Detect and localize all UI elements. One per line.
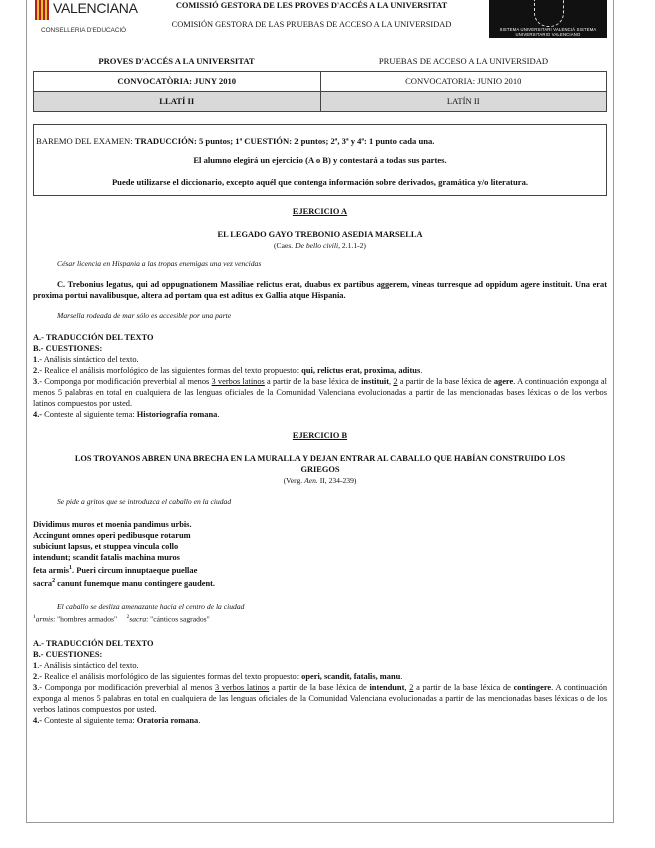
q-text: .- Realice el análisis morfológico de las siguientes formas del texto propuesto: [37,672,302,682]
convocatoria-es: CONVOCATORIA: JUNIO 2010 [320,72,607,91]
q-text: a partir de la base léxica de [413,683,514,693]
q-num: 2 [33,672,38,682]
suv-logo-text: SISTEMA UNIVERSITARI VALENCIÀ SISTEMA UNIVERSITARIO VALENCIANO [499,27,597,37]
exercise-a-q1 [33,354,607,365]
q-text: Conteste al siguiente tema: [42,716,137,726]
footnote-mark: 2 [52,577,56,584]
commission-title-val: COMISSIÓ GESTORA DE LES PROVES D'ACCÉS A LA UNIVERSITAT [175,1,448,10]
info-row-title [33,52,607,71]
info-row-subject [33,92,607,112]
q-underline: 3 verbos latinos [214,683,270,693]
subject-es: LATÍN II [320,92,607,111]
verse-part: sacra [33,578,53,588]
grading-label: BAREMO DEL EXAMEN: [36,136,133,146]
grading-scores [34,135,606,147]
q-underline: 2 [409,683,414,693]
q-text: . A continuación exponga al menos 5 palabras en total en cualquiera de las lenguas oficiales de la Comunidad Valenciana evolucionadas a partir de las mencionadas bases léxicas o de los verbos latinos compuestos por usted. [33,683,608,715]
exercise-a-title: EL LEGADO GAYO TREBONIO ASEDIA MARSELLA [217,230,423,239]
q-num: 2 [33,366,38,375]
verse: subiciunt lapsus, et stuppea vincula collo [33,542,179,551]
grading-box [33,124,607,196]
exercise-b-latin-verses [33,519,607,589]
exercise-b-q4: 4.- Conteste al siguiente tema: Oratoria romana. [33,716,201,726]
fn-word: sacra [129,614,147,624]
title-val: PROVES D'ACCÉS A LA UNIVERSITAT [98,56,255,66]
fn-num: 2 [126,613,130,620]
exercise-a-heading: EJERCICIO A [292,207,348,216]
q-underline: 2 [393,377,398,386]
q-topic: Oratoria romana [136,716,199,726]
exercise-a-q2: 2.- Realice el análisis morfológico de las siguientes formas del texto propuesto: qui, relictus erat, proxima, aditus. [33,366,423,375]
exercise-b-heading: EJERCICIO B [292,431,348,440]
q-num: 3 [33,683,38,693]
exam-info-table [33,52,607,112]
logo-name: VALENCIANA [53,0,138,16]
q-words: qui, relictus erat, proxima, aditus [301,366,421,375]
q-word: contingere [513,683,552,693]
exercise-b-footnotes [33,612,607,625]
q-text: .- Análisis sintáctico del texto. [37,355,139,364]
q-num: 3 [33,377,38,386]
header [27,0,613,44]
src-pre: (Caes. [274,241,296,250]
src-post: II, 234-239) [317,476,357,485]
q-text: .- Componga por modificación preverbial al menos [37,377,212,386]
verse [33,563,607,576]
q-num: 1 [33,661,38,671]
q-text: , [389,377,394,386]
exercise-a-questions: B.- CUESTIONES: [33,344,103,353]
q-words: operi, scandit, fatalis, manu [301,672,401,682]
verse [33,576,607,589]
q-num: 4.- [33,716,43,726]
subject-val: LLATÍ II [159,96,195,106]
q-text: . A continuación exponga al menos 5 palabras en total en cualquiera de las lenguas oficiales de la Comunidad Valenciana evolucionadas a partir de las mencionadas bases léxicas o de los verbos latinos compuestos por usted. [33,377,607,408]
exercise-b-note: El caballo se desliza amenazante hacia el centro de la ciudad [57,601,245,611]
exam-page [26,0,614,823]
exam-content [33,206,607,726]
generalitat-logo [31,0,138,40]
q-topic: Historiografía romana [136,410,218,419]
fn-text: : "cánticos sagrados" [146,614,210,624]
dictionary-rule: Puede utilizarse el diccionario, excepto aquél que contenga información sobre derivados, gramática y/o literatura. [111,177,529,187]
verse: Accingunt omnes operi pedibusque rotarum [33,531,191,540]
senyera-icon [35,0,49,20]
q-num: 1 [33,355,38,364]
src-work: De bello civili [295,241,339,250]
exercise-a-context: César licencia en Hispania a las tropas enemigas una vez vencidas [57,259,262,268]
exercise-b-questions: B.- CUESTIONES: [33,650,103,660]
exercise-a-latin-text: C. Trebonius legatus, qui ad oppugnationem Massiliae relictus erat, duabus ex partibus aggerem, vineas turresque ad oppidum agere instituit. Una erat proxima portui navalibusque, altera ad portam qua est aditus ex Gallia atque Hispania. [33,280,607,300]
fn-text: : "hombres armados" [53,614,118,624]
verse: Dividimus muros et moenia pandimus urbis. [33,520,192,529]
exercise-b-translation: A.- TRADUCCIÓN DEL TEXTO [33,639,154,649]
q-text: a partir de la base léxica de [264,377,362,386]
verse-part: feta armis [33,565,70,575]
q-text: .- Realice el análisis morfológico de las siguientes formas del texto propuesto: [37,366,302,375]
verse-part: canunt funemque manu contingere gaudent. [55,578,215,588]
verse-part: . Pueri circum innuptaeque puellae [72,565,198,575]
src-pre: (Verg. [283,476,305,485]
exercise-b-context: Se pide a gritos que se introduzca el caballo en la ciudad [57,497,232,506]
grading-choice: El alumno elegirá un ejercicio (A o B) y contestará a todas sus partes. [193,155,447,165]
q-text: Conteste al siguiente tema: [42,410,137,419]
commission-title-es: COMISIÓN GESTORA DE LAS PRUEBAS DE ACCESO A LA UNIVERSIDAD [171,20,452,29]
convocatoria-val: CONVOCATÒRIA: JUNY 2010 [117,76,237,86]
info-row-convocatoria [33,71,607,92]
q-underline: 3 verbos latinos [211,377,265,386]
q-text: .- Componga por modificación preverbial al menos [37,683,215,693]
logo-subtitle: CONSELLERIA D'EDUCACIÓ [41,27,127,34]
suv-logo [489,0,607,38]
title-es: PRUEBAS DE ACCESO A LA UNIVERSIDAD [378,56,549,66]
exercise-a-q4: 4.- Conteste al siguiente tema: Historiografía romana. [33,410,220,419]
exercise-a-note: Marsella rodeada de mar sólo es accesible por una parte [57,311,232,320]
exercise-b-q1 [33,660,607,671]
exercise-b-title: LOS TROYANOS ABREN UNA BRECHA EN LA MURALLA Y DEJAN ENTRAR AL CABALLO QUE HABÍAN CONSTRUIDO LOS GRIEGOS [74,454,566,474]
q-text: a partir de la base léxica de [397,377,494,386]
fn-word: armis [35,614,54,624]
q-word: intendunt [369,683,405,693]
commission-title [139,0,484,31]
footnote-mark: 1 [69,565,73,571]
q-text: a partir de la base léxica de [269,683,370,693]
fn-num: 1 [33,613,36,620]
q-word: agere [493,377,514,386]
exercise-a-translation: A.- TRADUCCIÓN DEL TEXTO [33,333,154,342]
exercise-b-q2: 2.- Realice el análisis morfológico de las siguientes formas del texto propuesto: operi, scandit, fatalis, manu. [33,672,403,682]
exercise-a-q3 [33,376,607,409]
src-work: Aen. [304,476,318,485]
exercise-b-source [33,475,607,486]
q-word: instituit [361,377,390,386]
q-text: , [404,683,410,693]
exercise-b-q3 [33,682,607,715]
exercise-a-source [33,240,607,251]
grading-points: TRADUCCIÓN: 5 puntos; 1ª CUESTIÓN: 2 puntos; 2ª, 3ª y 4ª: 1 punto cada una. [134,136,435,146]
q-num: 4.- [33,410,43,419]
src-post: , 2.1.1-2) [338,241,366,250]
seal-icon [534,0,564,27]
verse: intendunt; scandit fatalis machina muros [33,553,180,562]
q-text: .- Análisis sintáctico del texto. [37,661,139,671]
